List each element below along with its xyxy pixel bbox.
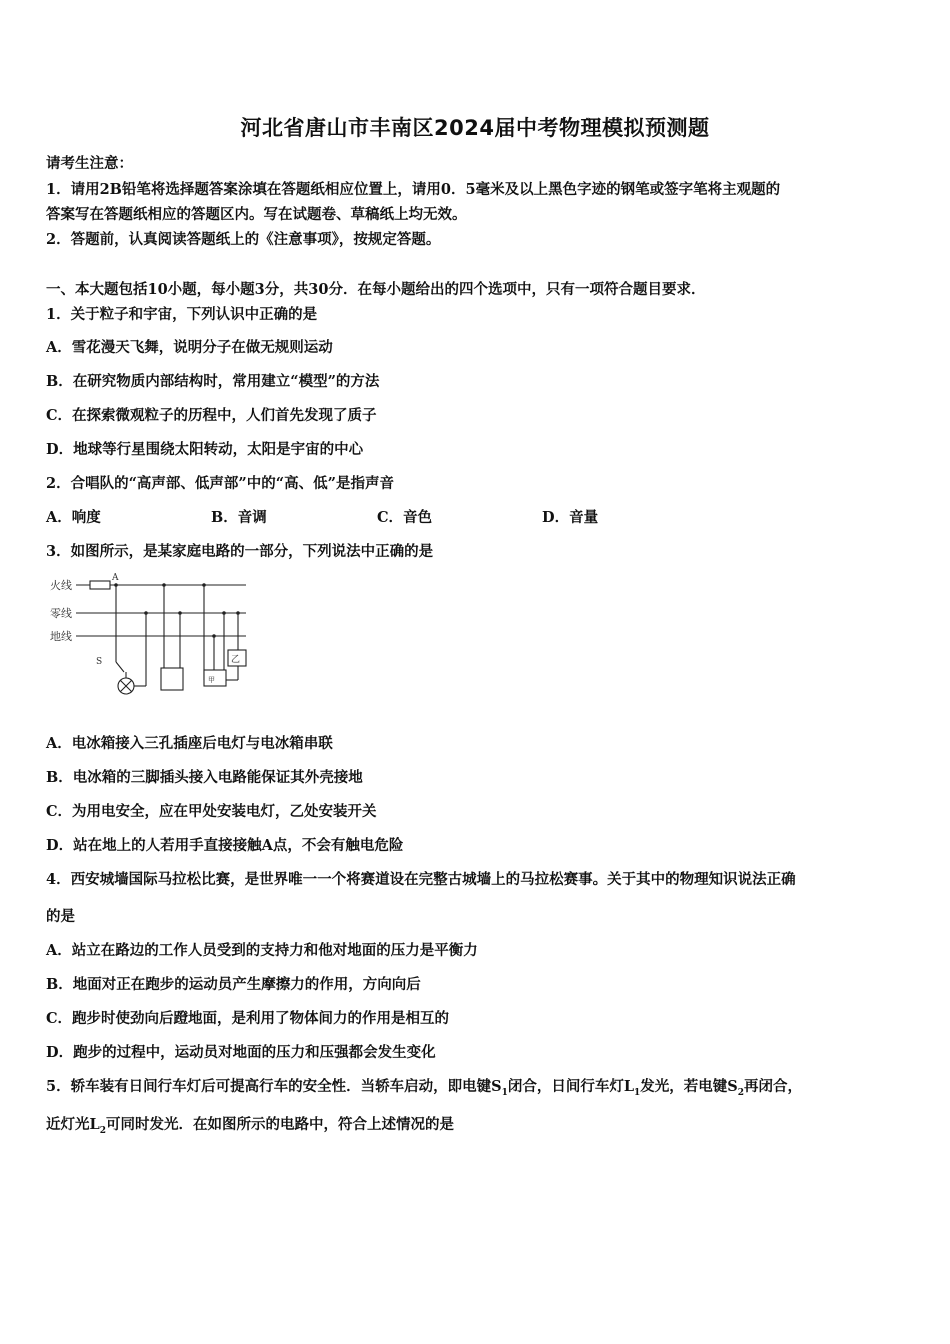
page-title: 河北省唐山市丰南区2024届中考物理模拟预测题 [240, 116, 710, 140]
q2-option-b: B．音调 [211, 509, 267, 526]
q5-sub-s2: 2 [737, 1087, 745, 1098]
q1-option-a: A．雪花漫天飞舞，说明分子在做无规则运动 [46, 339, 333, 356]
q5-line1-mid: 闭合，日间行车灯L [507, 1078, 635, 1095]
q2-stem: 2．合唱队的“高声部、低声部”中的“高、低”是指声音 [46, 475, 394, 492]
q4-option-a: A．站立在路边的工作人员受到的支持力和他对地面的压力是平衡力 [46, 942, 478, 959]
label-live-wire: 火线 [50, 579, 72, 592]
label-ground-wire: 地线 [50, 630, 72, 643]
q2-option-d: D．音量 [542, 509, 599, 526]
q3-option-d: D．站在地上的人若用手直接接触A点，不会有触电危险 [46, 837, 404, 854]
label-neutral-wire: 零线 [50, 607, 72, 620]
q1-option-c: C．在探索微观粒子的历程中，人们首先发现了质子 [46, 407, 377, 424]
notice-item-1-line-1: 1．请用2B铅笔将选择题答案涂填在答题纸相应位置上，请用0．5毫米及以上黑色字迹的钢笔或签字笔将主观题的 [46, 181, 781, 198]
q5-line1-post: 再闭合， [744, 1078, 803, 1095]
q3-option-c: C．为用电安全，应在甲处安装电灯，乙处安装开关 [46, 803, 377, 820]
q4-stem-line-2: 的是 [46, 908, 75, 925]
q5-sub-s1: 1 [501, 1087, 508, 1098]
q1-option-b: B．在研究物质内部结构时，常用建立“模型”的方法 [46, 373, 380, 390]
q2-option-a: A．响度 [46, 509, 101, 526]
notice-item-1-line-2: 答案写在答题纸相应的答题区内。写在试题卷、草稿纸上均无效。 [46, 206, 467, 223]
q3-option-b: B．电冰箱的三脚插头接入电路能保证其外壳接地 [46, 769, 363, 786]
q3-stem: 3．如图所示，是某家庭电路的一部分，下列说法中正确的是 [46, 543, 434, 560]
notice-heading: 请考生注意： [46, 155, 133, 172]
q1-stem: 1．关于粒子和宇宙，下列认识中正确的是 [46, 306, 318, 323]
label-switch-s: S [96, 657, 103, 667]
q1-option-d: D．地球等行星围绕太阳转动，太阳是宇宙的中心 [46, 441, 364, 458]
q5-line1-pre: 5．轿车装有日间行车灯后可提高行车的安全性．当轿车启动，即电键S [46, 1078, 502, 1095]
q3-option-a: A．电冰箱接入三孔插座后电灯与电冰箱串联 [46, 735, 333, 752]
notice-item-2: 2．答题前，认真阅读答题纸上的《注意事项》，按规定答题。 [46, 231, 441, 248]
section-1-heading: 一、本大题包括10小题，每小题3分，共30分．在每小题给出的四个选项中，只有一项符合题目要求． [46, 281, 706, 298]
label-yi: 乙 [231, 655, 241, 665]
q4-option-c: C．跑步时使劲向后蹬地面，是利用了物体间力的作用是相互的 [46, 1010, 450, 1027]
q2-option-c: C．音色 [377, 509, 433, 526]
q5-stem-line-2 [46, 1113, 454, 1136]
q4-option-b: B．地面对正在跑步的运动员产生摩擦力的作用，方向向后 [46, 976, 421, 993]
label-jia: 甲 [208, 676, 215, 684]
q5-stem-line-1 [46, 1075, 802, 1098]
label-point-a: A [112, 573, 119, 583]
q5-line1-mid2: 发光，若电键S [640, 1078, 738, 1095]
q5-sub-l1: 1 [634, 1087, 641, 1098]
q4-option-d: D．跑步的过程中，运动员对地面的压力和压强都会发生变化 [46, 1044, 436, 1061]
q5-line2-pre: 近灯光L [46, 1116, 100, 1133]
q5-line2-post: 可同时发光．在如图所示的电路中，符合上述情况的是 [105, 1116, 454, 1133]
q4-stem-line-1: 4．西安城墙国际马拉松比赛，是世界唯一一个将赛道设在完整古城墙上的马拉松赛事。关于其中的物理知识说法正确 [46, 871, 796, 888]
q5-sub-l2: 2 [99, 1125, 106, 1136]
household-circuit-figure [46, 570, 256, 700]
